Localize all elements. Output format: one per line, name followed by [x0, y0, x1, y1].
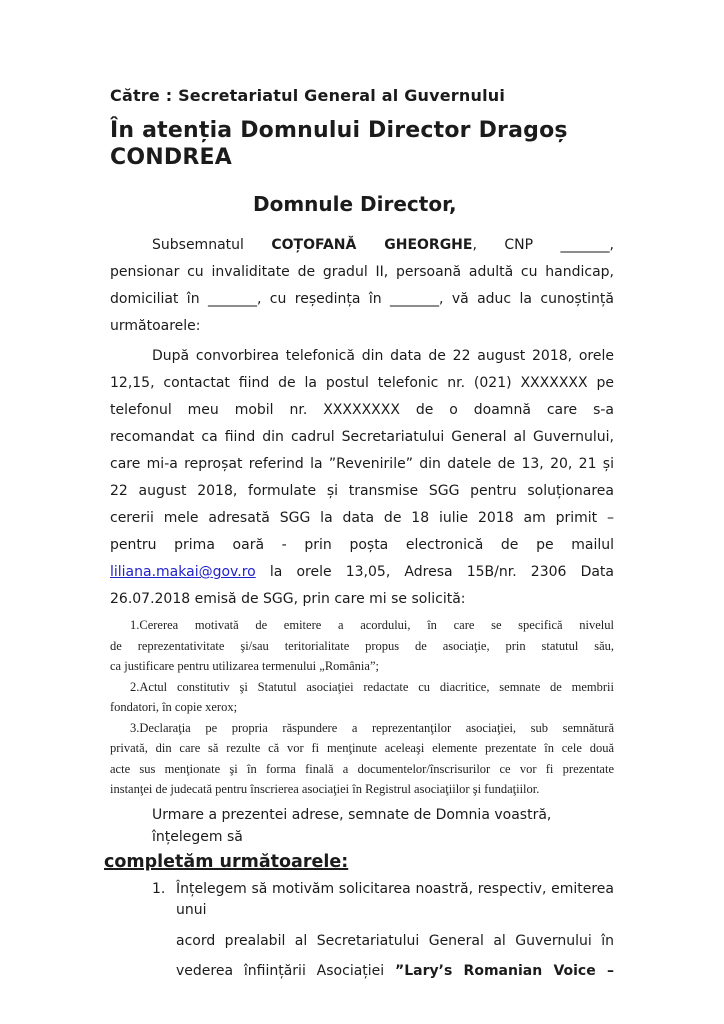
text-line: pensionar cu invaliditate de gradul II, persoană adultă cu handicap, — [110, 264, 614, 280]
quote-line: privată, din care să rezulte că vor fi menţinute aceleaşi elemente prezentate în cele două — [110, 741, 614, 755]
intro-paragraph — [110, 232, 614, 340]
quote-line: 2.Actul constitutiv şi Statutul asociaţiei redactate cu diacritice, semnate de membrii — [130, 679, 614, 694]
list-item-text — [176, 879, 614, 921]
text-line: 22 august 2018, formulate și transmise SGG pentru soluționarea — [110, 483, 614, 499]
text-line: 12,15, contactat fiind de la postul telefonic nr. (021) XXXXXXX pe — [110, 375, 614, 391]
attention-heading: În atenția Domnului Director Dragoș CONDREA — [110, 118, 568, 170]
text-segment: la orele 13,05, Adresa 15B/nr. 2306 Data — [255, 564, 614, 580]
closing-paragraph — [110, 804, 614, 848]
quote-line: 1.Cererea motivată de emitere a acordului, în care se specifică nivelul — [130, 618, 614, 632]
text-line — [110, 232, 614, 259]
text-line: următoarele: — [110, 318, 201, 334]
quote-line: instanţei de judecată pentru înscrierea asociaţiei în Registrul asociaţiilor şi fundaţiilor. — [110, 782, 540, 796]
narrative-paragraph — [110, 343, 614, 613]
numbered-list-item — [152, 879, 614, 921]
text-line: unui — [176, 901, 207, 918]
quote-line: ca justificare pentru utilizarea termenului „România”; — [110, 659, 379, 673]
recipient-line: Către : Secretariatul General al Guvernului — [110, 86, 506, 105]
text-line — [176, 956, 614, 986]
quote-line: fondatori, în copie xerox; — [110, 700, 238, 714]
quote-line: acte sus menţionate şi în forma finală a documentelor/înscrisurilor ce vor fi prezentate — [110, 761, 614, 776]
text-line: domiciliat în _______, cu reședința în _______, vă aduc la cunoștință — [110, 291, 614, 307]
text-line: care mi-a reproșat referind la ”Revenirile” din datele de 13, 20, 21 și — [110, 456, 614, 472]
text-line: Urmare a prezentei adrese, semnate de Domnia voastră, — [152, 806, 552, 823]
text-line: telefonul meu mobil nr. XXXXXXXX de o doamnă care s-a — [110, 402, 614, 418]
letter-content — [104, 86, 614, 986]
quote-line: de reprezentativitate şi/sau teritorialitate propus de asociaţie, prin statutul său, — [110, 638, 614, 653]
text-line: acord prealabil al Secretariatului General al Guvernului în — [176, 932, 614, 949]
text-segment: vederea înființării Asociației — [176, 962, 396, 979]
text-line: 26.07.2018 emisă de SGG, prin care mi se solicită: — [110, 591, 466, 607]
accord-paragraph — [176, 926, 614, 986]
text-line: cererii mele adresată SGG la data de 18 iulie 2018 am primit – — [110, 510, 614, 526]
list-number: 1. — [152, 880, 166, 897]
text-segment: Subsemnatul — [152, 237, 272, 253]
text-line: Înțelegem să motivăm solicitarea noastră, respectiv, emiterea — [176, 880, 614, 897]
text-line: recomandat ca fiind din cadrul Secretariatului General al Guvernului, — [110, 429, 614, 445]
text-line: După convorbirea telefonică din data de 22 august 2018, orele — [152, 348, 614, 364]
text-segment: , CNP _______, — [472, 237, 614, 253]
completion-heading: completăm următoarele: — [104, 851, 349, 872]
person-name: COȚOFANĂ GHEORGHE — [271, 237, 473, 253]
text-line: înțelegem să — [152, 828, 243, 845]
quote-line: 3.Declaraţia pe propria răspundere a reprezentanţilor asociaţiei, sub semnătură — [130, 720, 614, 735]
email-link[interactable]: liliana.makai@gov.ro — [110, 564, 256, 580]
salutation: Domnule Director, — [253, 192, 457, 216]
quoted-requirements-block — [110, 615, 614, 800]
text-line — [110, 559, 614, 586]
association-name: ”Lary’s Romanian Voice – — [395, 962, 614, 979]
text-line: pentru prima oară - prin poșta electronică de pe mailul — [110, 537, 614, 553]
